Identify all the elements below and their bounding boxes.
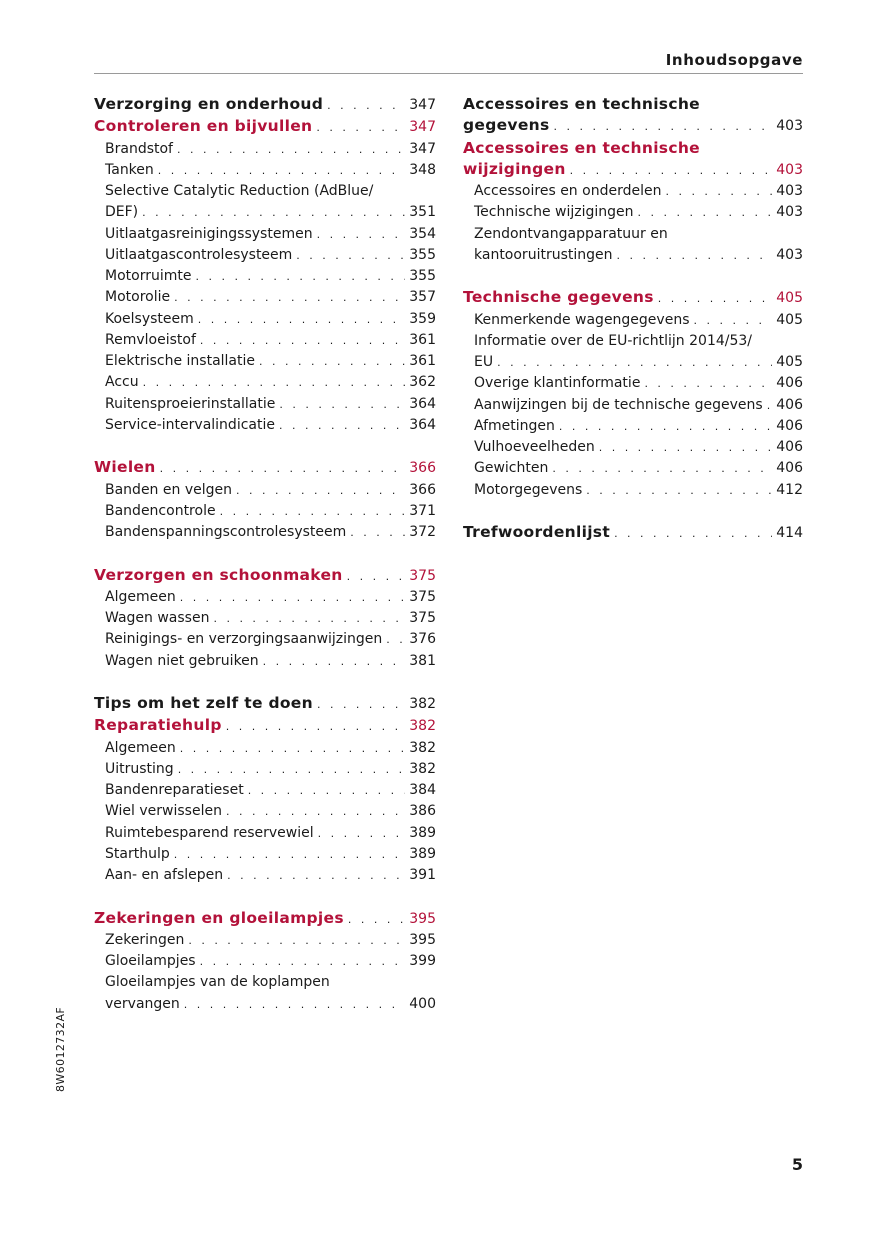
toc-entry-label: Ruimtebesparend reservewiel: [105, 824, 314, 841]
toc-entry[interactable]: [94, 994, 436, 1015]
toc-entry[interactable]: [463, 352, 803, 373]
toc-entry-label: Technische gegevens: [463, 288, 654, 307]
toc-entry[interactable]: [94, 759, 436, 780]
toc-entry-page: 403: [776, 161, 803, 178]
toc-entry-label: Vulhoeveelheden: [474, 439, 595, 455]
dot-leader: [348, 909, 405, 930]
dot-leader: [226, 801, 405, 822]
toc-entry-label: Bandencontrole: [105, 502, 216, 519]
toc-entry[interactable]: [94, 224, 436, 245]
dot-leader: [317, 694, 405, 715]
toc-entry[interactable]: [94, 351, 436, 372]
toc-entry-page: 347: [409, 119, 436, 136]
dot-leader: [158, 160, 405, 181]
toc-entry-page: 406: [776, 439, 803, 455]
toc-entry[interactable]: [94, 629, 436, 650]
toc-entry-label: Overige klantinformatie: [474, 375, 641, 392]
toc-entry[interactable]: [94, 309, 436, 330]
toc-entry-label: Uitrusting: [105, 760, 174, 777]
toc-entry-page: 354: [409, 225, 436, 242]
toc-entry-label: Remvloeistof: [105, 331, 196, 348]
section-spacer: [94, 672, 436, 693]
toc-entry-label: Tanken: [105, 161, 154, 178]
toc-entry-label: EU: [474, 354, 494, 370]
toc-entry[interactable]: [94, 587, 436, 608]
toc-entry[interactable]: [94, 372, 436, 393]
toc-entry-label: Controleren en bijvullen: [94, 117, 313, 136]
toc-section-accessoires[interactable]: [463, 115, 803, 137]
dot-leader: [174, 844, 406, 865]
toc-entry-page: 386: [409, 803, 436, 820]
toc-entry[interactable]: [463, 395, 803, 416]
toc-entry-page: 405: [776, 311, 803, 328]
dot-leader: [347, 566, 406, 587]
toc-entry[interactable]: [94, 139, 436, 160]
section-spacer: [94, 886, 436, 907]
dot-leader: [617, 245, 773, 266]
toc-entry[interactable]: [463, 245, 803, 266]
toc-entry-label: Starthulp: [105, 845, 170, 862]
toc-entry[interactable]: [463, 373, 803, 394]
section-spacer: [463, 266, 803, 287]
toc-entry-page: 347: [409, 140, 436, 157]
toc-entry-label: Aanwijzingen bij de technische gegevens: [474, 396, 763, 413]
toc-entry-page: 406: [776, 375, 803, 392]
dot-leader: [263, 651, 406, 672]
toc-entry-page: 405: [776, 354, 803, 370]
toc-entry-label: Verzorgen en schoonmaken: [94, 565, 343, 584]
toc-entry[interactable]: [94, 844, 436, 865]
toc-entry-label: Banden en velgen: [105, 481, 232, 498]
toc-entry-page: 395: [409, 910, 436, 927]
toc-entry-page: 382: [409, 696, 436, 712]
toc-entry-page: 371: [409, 502, 436, 519]
toc-entry-page: 403: [776, 204, 803, 221]
dot-leader: [180, 587, 406, 608]
toc-entry-page: 351: [409, 204, 436, 221]
toc-entry-label: DEF): [105, 204, 139, 221]
dot-leader: [296, 245, 405, 266]
toc-chapter-zekeringen[interactable]: [94, 908, 436, 930]
toc-entry-page: 382: [409, 718, 436, 735]
toc-entry-page: 391: [409, 867, 436, 883]
toc-entry-page: 399: [409, 953, 436, 969]
dot-leader: [644, 373, 772, 394]
toc-entry[interactable]: [94, 160, 436, 181]
toc-entry-label: Brandstof: [105, 140, 173, 157]
toc-entry-page: 384: [409, 782, 436, 798]
toc-entry[interactable]: [463, 181, 803, 202]
toc-entry[interactable]: [94, 266, 436, 287]
toc-chapter-controleren[interactable]: [94, 116, 436, 138]
toc-section-tips[interactable]: [94, 693, 436, 715]
dot-leader: [195, 266, 405, 287]
dot-leader: [188, 930, 405, 951]
toc-entry-page: 347: [409, 97, 436, 113]
dot-leader: [586, 480, 772, 501]
toc-entry-label: Ruitensproeierinstallatie: [105, 395, 276, 412]
toc-entry-page: 406: [776, 396, 803, 413]
section-spacer: [94, 543, 436, 564]
document-code: 8W6012732AF: [54, 1006, 67, 1092]
dot-leader: [614, 523, 772, 544]
toc-entry[interactable]: [94, 287, 436, 308]
toc-entry-label: Koelsysteem: [105, 310, 194, 327]
toc-entry-page: 375: [409, 610, 436, 626]
dot-leader: [177, 139, 405, 160]
toc-entry[interactable]: [94, 780, 436, 801]
dot-leader: [236, 480, 405, 501]
section-spacer: [94, 436, 436, 457]
toc-entry-label: kantooruitrustingen: [474, 246, 613, 263]
toc-entry-label: Tips om het zelf te doen: [94, 694, 313, 712]
toc-entry-label: Kenmerkende wagengegevens: [474, 311, 690, 328]
toc-entry-page: 389: [409, 845, 436, 862]
toc-entry-label: Wagen wassen: [105, 610, 210, 626]
toc-entry-label: Technische wijzigingen: [474, 204, 634, 221]
toc-entry-label: Aan- en afslepen: [105, 867, 224, 883]
toc-entry[interactable]: [463, 416, 803, 437]
toc-entry-label: Reinigings- en verzorgingsaanwijzingen: [105, 631, 383, 648]
toc-entry-page: 403: [776, 183, 803, 199]
dot-leader: [350, 522, 405, 543]
dot-leader: [259, 351, 405, 372]
toc-chapter-reparatiehulp[interactable]: [94, 715, 436, 737]
toc-entry[interactable]: [94, 951, 436, 972]
toc-entry[interactable]: [94, 801, 436, 822]
toc-entry-page: 359: [409, 310, 436, 327]
toc-entry[interactable]: [94, 202, 436, 223]
toc-entry-page: 414: [776, 525, 803, 541]
toc-entry-label: Motorruimte: [105, 268, 192, 284]
toc-entry-page: 361: [409, 331, 436, 348]
dot-leader: [599, 437, 773, 458]
toc-chapter-technische-gegevens[interactable]: [463, 287, 803, 309]
header-title: Inhoudsopgave: [665, 51, 803, 69]
toc-entry[interactable]: [463, 310, 803, 331]
toc-entry-page: 355: [409, 246, 436, 263]
dot-leader: [665, 181, 772, 202]
toc-entry-label: Bandenspanningscontrolesysteem: [105, 524, 347, 540]
dot-leader: [279, 415, 405, 436]
toc-chapter-wielen[interactable]: [94, 457, 436, 479]
dot-leader: [638, 202, 773, 223]
dot-leader: [279, 394, 405, 415]
dot-leader: [386, 629, 405, 650]
toc-entry-label: Elektrische installatie: [105, 353, 255, 369]
toc-section-verzorging[interactable]: [94, 94, 436, 116]
toc-entry-label: Zekeringen: [105, 931, 185, 948]
toc-entry-label: Gloeilampjes: [105, 953, 196, 969]
dot-leader: [198, 309, 405, 330]
toc-entry-label: Wagen niet gebruiken: [105, 652, 259, 669]
toc-chapter-accessoires-line1[interactable]: Accessoires en technische: [463, 138, 700, 157]
header-divider: [94, 73, 803, 74]
toc-entry-page: 395: [409, 931, 436, 948]
toc-entry[interactable]: [94, 823, 436, 844]
toc-entry-label: Motorgegevens: [474, 481, 583, 498]
dot-leader: [227, 865, 405, 886]
dot-leader: [497, 352, 772, 373]
toc-entry-page: 376: [409, 631, 436, 648]
toc-entry[interactable]: [94, 651, 436, 672]
toc-entry[interactable]: [463, 480, 803, 501]
toc-entry[interactable]: [94, 608, 436, 629]
toc-entry-label: Zekeringen en gloeilampjes: [94, 908, 344, 927]
dot-leader: [180, 738, 406, 759]
dot-leader: [316, 117, 405, 138]
toc-entry-label: Algemeen: [105, 588, 176, 605]
toc-entry-label: Bandenreparatieset: [105, 782, 244, 798]
toc-entry-page: 382: [409, 760, 436, 777]
toc-entry-page: 382: [409, 739, 436, 756]
toc-entry-label: gegevens: [463, 116, 550, 135]
page-number: 5: [791, 1155, 803, 1174]
dot-leader: [200, 951, 406, 972]
toc-entry-page: 357: [409, 289, 436, 306]
toc-right-column: [463, 94, 803, 544]
dot-leader: [178, 759, 406, 780]
toc-entry-page: 381: [409, 652, 436, 669]
toc-entry-label: Reparatiehulp: [94, 716, 222, 735]
toc-entry-label: Service-intervalindicatie: [105, 416, 275, 433]
toc-entry-label: Algemeen: [105, 739, 176, 756]
toc-entry-page: 364: [409, 416, 436, 433]
toc-entry[interactable]: [463, 202, 803, 223]
dot-leader: [317, 224, 406, 245]
toc-entry[interactable]: [94, 480, 436, 501]
toc-entry-continued[interactable]: Zendontvangapparatuur en: [474, 225, 668, 242]
dot-leader: [570, 160, 773, 181]
dot-leader: [327, 95, 405, 116]
toc-entry-label: Verzorging en onderhoud: [94, 95, 324, 113]
dot-leader: [184, 994, 406, 1015]
dot-leader: [220, 501, 406, 522]
toc-entry-page: 403: [776, 118, 803, 135]
toc-entry-label: Uitlaatgasreinigingssystemen: [105, 225, 313, 242]
toc-entry-label: Trefwoordenlijst: [463, 523, 611, 541]
dot-leader: [226, 716, 406, 737]
toc-section-accessoires-line1[interactable]: Accessoires en technische: [463, 95, 700, 113]
dot-leader: [552, 458, 772, 479]
toc-entry-label: Gewichten: [474, 460, 549, 477]
dot-leader: [248, 780, 406, 801]
toc-entry-label: Accessoires en onderdelen: [474, 183, 662, 199]
toc-entry-page: 406: [776, 417, 803, 434]
toc-entry-label: Accu: [105, 374, 139, 391]
toc-entry-page: 403: [776, 246, 803, 263]
toc-entry-continued[interactable]: Gloeilampjes van de koplampen: [105, 974, 330, 991]
toc-entry-page: 362: [409, 374, 436, 391]
toc-entry-label: wijzigingen: [463, 159, 566, 178]
toc-entry-label: Afmetingen: [474, 417, 555, 434]
toc-entry-page: 375: [409, 567, 436, 584]
dot-leader: [318, 823, 406, 844]
dot-leader: [174, 287, 405, 308]
toc-entry-label: Wielen: [94, 458, 156, 477]
toc-entry-label: vervangen: [105, 995, 180, 1012]
toc-entry-page: 375: [409, 588, 436, 605]
toc-entry[interactable]: [463, 437, 803, 458]
dot-leader: [554, 116, 773, 137]
toc-entry-page: 400: [409, 995, 436, 1012]
toc-entry[interactable]: [94, 330, 436, 351]
toc-entry[interactable]: [94, 501, 436, 522]
dot-leader: [694, 310, 773, 331]
dot-leader: [658, 288, 773, 309]
toc-entry-continued[interactable]: Informatie over de EU-richtlijn 2014/53/: [474, 332, 753, 349]
dot-leader: [200, 330, 405, 351]
toc-entry-page: 348: [409, 161, 436, 178]
toc-entry-page: 406: [776, 460, 803, 477]
toc-entry-label: Motorolie: [105, 289, 171, 306]
toc-entry-page: 372: [409, 524, 436, 540]
toc-entry-page: 361: [409, 353, 436, 369]
toc-entry-page: 405: [776, 290, 803, 307]
toc-entry-page: 355: [409, 268, 436, 284]
toc-entry[interactable]: [94, 245, 436, 266]
toc-entry-label: Uitlaatgascontrolesysteem: [105, 246, 293, 263]
toc-entry[interactable]: [94, 865, 436, 886]
toc-section-trefwoordenlijst[interactable]: [463, 522, 803, 544]
toc-entry-page: 389: [409, 824, 436, 841]
toc-entry[interactable]: [94, 415, 436, 436]
toc-entry-page: 366: [409, 481, 436, 498]
toc-entry-page: 366: [409, 460, 436, 477]
dot-leader: [559, 416, 772, 437]
dot-leader: [142, 202, 405, 223]
toc-entry-continued[interactable]: Selective Catalytic Reduction (AdBlue/: [105, 183, 374, 199]
dot-leader: [213, 608, 405, 629]
toc-entry-label: Wiel verwisselen: [105, 803, 222, 820]
toc-chapter-verzorgen[interactable]: [94, 565, 436, 587]
toc-entry[interactable]: [94, 738, 436, 759]
toc-entry[interactable]: [94, 930, 436, 951]
dot-leader: [143, 372, 406, 393]
toc-entry-page: 364: [409, 395, 436, 412]
toc-entry-page: 412: [776, 481, 803, 498]
toc-entry[interactable]: [463, 458, 803, 479]
toc-entry[interactable]: [94, 394, 436, 415]
dot-leader: [160, 458, 406, 479]
toc-entry[interactable]: [94, 522, 436, 543]
toc-chapter-accessoires[interactable]: [463, 159, 803, 181]
toc-left-column: [94, 94, 436, 1015]
section-spacer: [463, 501, 803, 522]
